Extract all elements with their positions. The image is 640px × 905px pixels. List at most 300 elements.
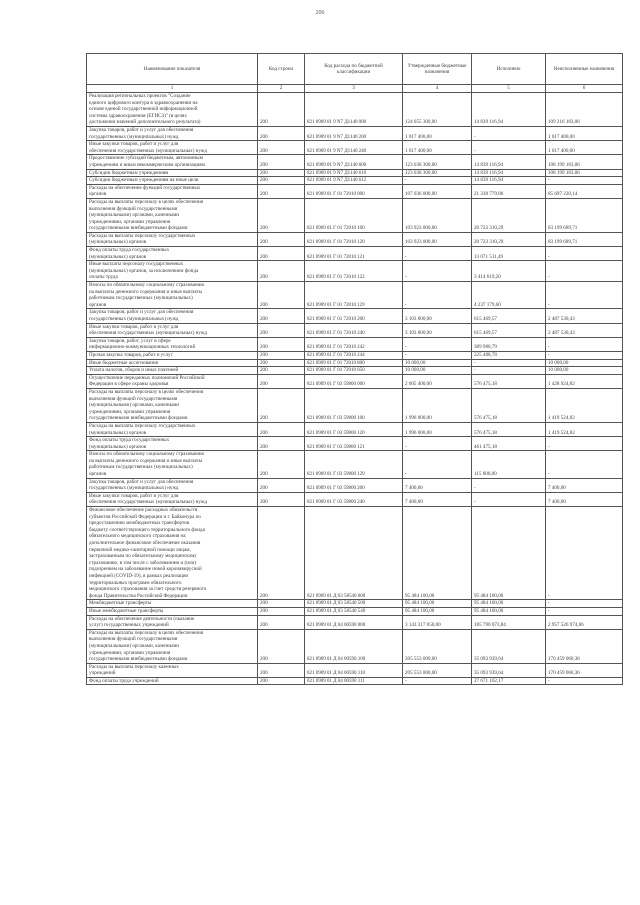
executed-amount-cell: 461 475,18 xyxy=(472,437,546,451)
indicator-name-line: Взносы по обязательному социальному страхованию xyxy=(89,451,205,458)
indicator-name-line: (муниципальных) органов, за исключением фонда xyxy=(89,267,199,274)
indicator-name-line: органов xyxy=(89,301,107,308)
approved-amount-cell: - xyxy=(403,351,472,359)
indicator-name-line: Расходы на выплаты персоналу государственных xyxy=(89,422,196,429)
indicator-name-cell xyxy=(87,607,258,615)
indicator-name-line: системы здравоохранения (ЕГИСЗ)" (в целях xyxy=(89,112,187,119)
column-number: 4 xyxy=(403,85,472,93)
approved-amount-cell: 1 017 400,00 xyxy=(403,126,472,140)
indicator-name-cell xyxy=(87,351,258,359)
indicator-name-cell xyxy=(87,282,258,309)
column-number: 5 xyxy=(472,85,546,93)
approved-amount-cell: - xyxy=(403,677,472,685)
line-code-cell: 200 xyxy=(258,247,305,261)
indicator-name-line: учреждений xyxy=(89,670,116,677)
executed-amount-cell: - xyxy=(472,126,546,140)
executed-amount-cell: 615 469,57 xyxy=(472,323,546,337)
remaining-amount-cell: - xyxy=(546,351,623,359)
line-code-cell: 200 xyxy=(258,169,305,177)
remaining-amount-cell: 83 199 689,71 xyxy=(546,198,623,232)
indicator-name-cell xyxy=(87,309,258,323)
executed-amount-cell: - xyxy=(472,492,546,506)
table-row xyxy=(87,93,623,127)
remaining-amount-cell: 108 199 183,06 xyxy=(546,155,623,169)
indicator-name-line: Расходы на обеспечение деятельности (оказание xyxy=(89,615,195,622)
table-row xyxy=(87,261,623,282)
indicator-name-line: застрахованным по обязательному медицинскому xyxy=(89,553,197,560)
table-row xyxy=(87,198,623,232)
executed-amount-cell: 13 071 511,49 xyxy=(472,247,546,261)
indicator-name-line: Реализация региональных проектов "Создание xyxy=(89,93,191,99)
indicator-name-line: обеспечения государственных (муниципальных) нужд xyxy=(89,330,207,337)
line-code-cell: 200 xyxy=(258,184,305,198)
indicator-name-line: Иные закупки товаров, работ и услуг для xyxy=(89,323,179,330)
indicator-name-line: выполнения функций государственными xyxy=(89,205,178,212)
table-row xyxy=(87,169,623,177)
indicator-name-cell xyxy=(87,478,258,492)
budget-classification-code-cell: 821 0909 01 9 N7 Д1140 200 xyxy=(305,126,403,140)
table-row xyxy=(87,600,623,608)
approved-amount-cell: 1 996 000,00 xyxy=(403,388,472,422)
indicator-name-line: (муниципальными) органами, казенными xyxy=(89,642,180,649)
approved-amount-cell: - xyxy=(403,282,472,309)
indicator-name-line: Фонд оплаты труда государственных xyxy=(89,247,170,254)
budget-classification-code-cell: 821 0909 01 Г 01 72010 240 xyxy=(305,323,403,337)
budget-classification-code-cell: 821 0909 01 Г 01 72010 850 xyxy=(305,367,403,375)
indicator-name-cell xyxy=(87,629,258,663)
budget-classification-code-cell: 821 0909 01 Г 03 59800 129 xyxy=(305,451,403,478)
remaining-amount-cell: 1 017 400,00 xyxy=(546,126,623,140)
line-code-cell: 200 xyxy=(258,507,305,600)
executed-amount-cell: 95 484 100,00 xyxy=(472,600,546,608)
indicator-name-line: на выплаты денежного содержания и иные выплаты xyxy=(89,288,203,295)
line-code-cell: 200 xyxy=(258,629,305,663)
budget-classification-code-cell: 821 0909 01 Г 01 72010 200 xyxy=(305,309,403,323)
budget-classification-code-cell: 821 0909 01 Д 04 00590 111 xyxy=(305,677,403,685)
table-row xyxy=(87,141,623,155)
budget-classification-code-cell: 821 0909 01 Д 03 58540 500 xyxy=(305,600,403,608)
executed-amount-cell: - xyxy=(472,478,546,492)
budget-classification-code-cell: 821 0909 01 Г 03 59800 200 xyxy=(305,478,403,492)
indicator-name-line: государственных (муниципальных) нужд xyxy=(89,485,179,492)
budget-classification-code-cell: 821 0909 01 Г 03 59800 120 xyxy=(305,422,403,436)
column-number: 3 xyxy=(305,85,403,93)
executed-amount-cell: 20 723 310,29 xyxy=(472,198,546,232)
executed-amount-cell: 225 488,78 xyxy=(472,351,546,359)
line-code-cell: 200 xyxy=(258,309,305,323)
executed-amount-cell: 389 980,79 xyxy=(472,337,546,351)
line-code-cell: 200 xyxy=(258,437,305,451)
line-code-cell: 200 xyxy=(258,663,305,677)
approved-amount-cell: 103 923 000,00 xyxy=(403,232,472,246)
indicator-name-cell xyxy=(87,422,258,436)
remaining-amount-cell: - xyxy=(546,177,623,185)
indicator-name-line: Межбюджетные трансферты xyxy=(89,600,152,607)
remaining-amount-cell: - xyxy=(546,677,623,685)
executed-amount-cell: 27 671 162,17 xyxy=(472,677,546,685)
indicator-name-cell xyxy=(87,261,258,282)
executed-amount-cell: 35 093 939,64 xyxy=(472,663,546,677)
header-name: Наименование показателя xyxy=(87,54,258,85)
budget-classification-code-cell: 821 0909 01 Г 01 72010 122 xyxy=(305,261,403,282)
line-code-cell: 200 xyxy=(258,93,305,127)
approved-amount-cell: 123 038 300,00 xyxy=(403,155,472,169)
indicator-name-line: обеспечения государственных (муниципальных) нужд xyxy=(89,499,207,506)
indicator-name-line: учреждениями, органами управления xyxy=(89,649,171,656)
approved-amount-cell: - xyxy=(403,437,472,451)
remaining-amount-cell: - xyxy=(546,337,623,351)
executed-amount-cell: - xyxy=(472,367,546,375)
executed-amount-cell: 615 469,57 xyxy=(472,309,546,323)
remaining-amount-cell: 2 487 530,43 xyxy=(546,323,623,337)
table-row xyxy=(87,663,623,677)
approved-amount-cell: - xyxy=(403,177,472,185)
table-row xyxy=(87,359,623,367)
line-code-cell: 200 xyxy=(258,323,305,337)
approved-amount-cell: 7 400,00 xyxy=(403,478,472,492)
approved-amount-cell: 205 553 000,00 xyxy=(403,663,472,677)
indicator-name-cell xyxy=(87,232,258,246)
budget-classification-code-cell: 821 0909 01 Д 03 58540 000 xyxy=(305,507,403,600)
indicator-name-line: первичной медико-санитарной помощи лицам, xyxy=(89,546,191,553)
remaining-amount-cell: 10 000,00 xyxy=(546,367,623,375)
header-line-code: Код строки xyxy=(258,54,305,85)
line-code-cell: 200 xyxy=(258,478,305,492)
approved-amount-cell: 95 484 100,00 xyxy=(403,507,472,600)
indicator-name-line: (муниципальных) органов xyxy=(89,429,147,436)
remaining-amount-cell: - xyxy=(546,600,623,608)
indicator-name-line: (муниципальных) органов xyxy=(89,443,147,450)
table-row xyxy=(87,388,623,422)
table-row xyxy=(87,126,623,140)
indicator-name-line: работникам государственных (муниципальных) xyxy=(89,464,193,471)
executed-amount-cell: 14 839 116,94 xyxy=(472,177,546,185)
approved-amount-cell: 107 036 000,00 xyxy=(403,184,472,198)
indicator-name-line: инфекцией (COVID-19), в рамках реализации xyxy=(89,572,189,579)
remaining-amount-cell: 2 487 530,43 xyxy=(546,309,623,323)
indicator-name-line: Расходы на выплаты персоналу в целях обеспечения xyxy=(89,198,204,205)
indicator-name-line: Предоставление субсидий бюджетным, автономным xyxy=(89,155,203,162)
executed-amount-cell: 14 839 116,94 xyxy=(472,155,546,169)
line-code-cell: 200 xyxy=(258,600,305,608)
indicator-name-cell xyxy=(87,492,258,506)
indicator-name-line: Расходы на выплаты персоналу государственных xyxy=(89,232,196,239)
remaining-amount-cell: - xyxy=(546,437,623,451)
line-code-cell: 200 xyxy=(258,198,305,232)
table-row xyxy=(87,337,623,351)
executed-amount-cell: 576 475,18 xyxy=(472,388,546,422)
line-code-cell: 200 xyxy=(258,388,305,422)
table-row xyxy=(87,507,623,600)
indicator-name-line: учреждениям и иным некоммерческим организациям xyxy=(89,161,205,168)
indicator-name-cell xyxy=(87,126,258,140)
remaining-amount-cell: - xyxy=(546,247,623,261)
indicator-name-line: работникам государственных (муниципальных) xyxy=(89,295,193,302)
remaining-amount-cell: 10 000,00 xyxy=(546,359,623,367)
indicator-name-line: оплаты труда xyxy=(89,274,118,281)
executed-amount-cell: 95 484 100,00 xyxy=(472,507,546,600)
approved-amount-cell: 3 103 000,00 xyxy=(403,323,472,337)
indicator-name-cell xyxy=(87,437,258,451)
indicator-name-cell xyxy=(87,374,258,388)
line-code-cell: 200 xyxy=(258,232,305,246)
line-code-cell: 200 xyxy=(258,615,305,629)
remaining-amount-cell: 1 017 400,00 xyxy=(546,141,623,155)
approved-amount-cell: 124 055 300,00 xyxy=(403,93,472,127)
indicator-name-line: (муниципальными) органами, казенными xyxy=(89,212,180,219)
budget-classification-code-cell: 821 0909 01 9 N7 Д1140 610 xyxy=(305,169,403,177)
line-code-cell: 200 xyxy=(258,126,305,140)
budget-classification-code-cell: 821 0909 01 9 N7 Д1140 612 xyxy=(305,177,403,185)
executed-amount-cell: 576 475,18 xyxy=(472,374,546,388)
indicator-name-line: Взносы по обязательному социальному страхованию xyxy=(89,282,205,289)
indicator-name-cell xyxy=(87,198,258,232)
approved-amount-cell: 205 553 000,00 xyxy=(403,629,472,663)
budget-classification-code-cell: 821 0909 01 Д 04 00590 100 xyxy=(305,629,403,663)
indicator-name-line: дополнительное финансовое обеспечение оказания xyxy=(89,540,201,546)
indicator-name-cell xyxy=(87,177,258,185)
indicator-name-line: Иные бюджетные ассигнования xyxy=(89,359,158,366)
table-row xyxy=(87,232,623,246)
budget-classification-code-cell: 821 0909 01 Г 01 72010 800 xyxy=(305,359,403,367)
table-row xyxy=(87,374,623,388)
indicator-name-line: Иные закупки товаров, работ и услуг для xyxy=(89,492,179,499)
indicator-name-line: государственных (муниципальных) нужд xyxy=(89,316,179,322)
budget-classification-code-cell: 821 0909 01 Г 01 72010 242 xyxy=(305,337,403,351)
approved-amount-cell: 95 484 100,00 xyxy=(403,600,472,608)
indicator-name-cell xyxy=(87,93,258,127)
remaining-amount-cell: 1 419 524,82 xyxy=(546,388,623,422)
indicator-name-line: Иные закупки товаров, работ и услуг для xyxy=(89,141,179,148)
column-number: 1 xyxy=(87,85,258,93)
page-number: 206 xyxy=(315,10,325,16)
table-row xyxy=(87,309,623,323)
indicator-name-line: органов xyxy=(89,191,107,198)
indicator-name-line: предоставлению межбюджетных трансфертов xyxy=(89,520,190,527)
indicator-name-cell xyxy=(87,184,258,198)
approved-amount-cell: - xyxy=(403,337,472,351)
remaining-amount-cell: 83 199 689,71 xyxy=(546,232,623,246)
table-row xyxy=(87,437,623,451)
header-executed: Исполнено xyxy=(472,54,546,85)
column-number: 6 xyxy=(546,85,623,93)
indicator-name-line: (муниципальных) органов xyxy=(89,253,147,260)
indicator-name-line: подозрением на заболевание новой коронавирусной xyxy=(89,566,202,573)
remaining-amount-cell: 7 400,00 xyxy=(546,478,623,492)
budget-classification-code-cell: 821 0909 01 Г 03 59800 100 xyxy=(305,388,403,422)
indicator-name-cell xyxy=(87,141,258,155)
indicator-name-line: учреждениями, органами управления xyxy=(89,218,171,225)
indicator-name-line: выполнения функций государственными xyxy=(89,395,178,402)
executed-amount-cell: 20 723 310,29 xyxy=(472,232,546,246)
indicator-name-cell xyxy=(87,169,258,177)
indicator-name-line: Закупка товаров, работ и услуг для обеспечения xyxy=(89,126,194,133)
indicator-name-line: Осуществление переданных полномочий Российской xyxy=(89,374,205,381)
indicator-name-line: Расходы на выплаты персоналу в целях обеспечения xyxy=(89,629,204,636)
line-code-cell: 200 xyxy=(258,177,305,185)
indicator-name-line: бюджету соответствующего территориального фонда xyxy=(89,526,205,533)
header-remaining: Неисполненные назначения xyxy=(546,54,623,85)
table-row xyxy=(87,629,623,663)
indicator-name-line: единого цифрового контура в здравоохранении на xyxy=(89,99,198,106)
indicator-name-line: Уплата налогов, сборов и иных платежей xyxy=(89,367,179,374)
line-code-cell: 200 xyxy=(258,422,305,436)
indicator-name-line: Субсидии бюджетным учреждениям xyxy=(89,169,169,176)
indicator-name-cell xyxy=(87,451,258,478)
executed-amount-cell: - xyxy=(472,141,546,155)
approved-amount-cell: - xyxy=(403,451,472,478)
indicator-name-line: Прочая закупка товаров, работ и услуг xyxy=(89,351,173,358)
remaining-amount-cell: - xyxy=(546,451,623,478)
header-row xyxy=(87,54,623,85)
line-code-cell: 200 xyxy=(258,261,305,282)
remaining-amount-cell: 170 459 060,36 xyxy=(546,629,623,663)
line-code-cell: 200 xyxy=(258,451,305,478)
indicator-name-line: территориальных программ обязательного xyxy=(89,579,182,586)
budget-classification-code-cell: 821 0909 01 9 N7 Д1140 240 xyxy=(305,141,403,155)
indicator-name-line: обязательного медицинского страхования на xyxy=(89,533,186,540)
indicator-name-line: информационно-коммуникационных технологий xyxy=(89,344,196,351)
indicator-name-cell xyxy=(87,507,258,600)
line-code-cell: 200 xyxy=(258,359,305,367)
budget-classification-code-cell: 821 0909 01 9 N7 Д1140 600 xyxy=(305,155,403,169)
indicator-name-line: Иные выплаты персоналу государственных xyxy=(89,261,184,268)
table-row xyxy=(87,422,623,436)
executed-amount-cell: 35 093 939,64 xyxy=(472,629,546,663)
indicator-name-cell xyxy=(87,359,258,367)
budget-classification-code-cell: 821 0909 01 Д 04 00590 110 xyxy=(305,663,403,677)
indicator-name-line: фонда Правительства Российской Федерации xyxy=(89,592,188,599)
indicator-name-line: основе единой государственной информационной xyxy=(89,106,198,113)
remaining-amount-cell: 1 428 924,82 xyxy=(546,374,623,388)
line-code-cell: 200 xyxy=(258,492,305,506)
remaining-amount-cell: 108 199 183,06 xyxy=(546,169,623,177)
table-row xyxy=(87,184,623,198)
budget-classification-code-cell: 821 0909 01 Г 03 59800 240 xyxy=(305,492,403,506)
indicator-name-line: Закупка товаров, работ, услуг в сфере xyxy=(89,337,171,344)
approved-amount-cell: 123 038 300,00 xyxy=(403,169,472,177)
remaining-amount-cell: 85 697 220,14 xyxy=(546,184,623,198)
approved-amount-cell: 3 143 317 050,00 xyxy=(403,615,472,629)
approved-amount-cell: - xyxy=(403,261,472,282)
indicator-name-cell xyxy=(87,388,258,422)
indicator-name-line: Финансовое обеспечение расходных обязательств xyxy=(89,507,198,514)
indicator-name-line: на выплаты денежного содержания и иные выплаты xyxy=(89,457,203,464)
indicator-name-cell xyxy=(87,367,258,375)
budget-classification-code-cell: 821 0909 01 Г 01 72010 000 xyxy=(305,184,403,198)
table-body xyxy=(87,93,623,685)
indicator-name-line: Расходы на выплаты персоналу в целях обеспечения xyxy=(89,388,204,395)
budget-classification-code-cell: 821 0909 01 Г 03 59800 121 xyxy=(305,437,403,451)
executed-amount-cell: 4 237 179,60 xyxy=(472,282,546,309)
indicator-name-line: Фонд оплаты труда государственных xyxy=(89,437,170,444)
indicator-name-line: достижения значений дополнительного результата) xyxy=(89,119,201,126)
indicator-name-line: государственными внебюджетными фондами xyxy=(89,225,188,232)
executed-amount-cell: 185 790 073,84 xyxy=(472,615,546,629)
indicator-name-cell xyxy=(87,615,258,629)
approved-amount-cell: 3 103 000,00 xyxy=(403,309,472,323)
line-code-cell: 200 xyxy=(258,337,305,351)
remaining-amount-cell: 170 459 060,36 xyxy=(546,663,623,677)
indicator-name-line: учреждениями, органами управления xyxy=(89,408,171,415)
indicator-name-line: Закупка товаров, работ и услуг для обеспечения xyxy=(89,478,194,485)
remaining-amount-cell: 7 400,00 xyxy=(546,492,623,506)
indicator-name-line: Иные межбюджетные трансферты xyxy=(89,607,164,614)
table-row xyxy=(87,677,623,685)
remaining-amount-cell: - xyxy=(546,282,623,309)
line-code-cell: 200 xyxy=(258,607,305,615)
budget-classification-code-cell: 821 0909 01 9 N7 Д1140 000 xyxy=(305,93,403,127)
approved-amount-cell: 10 000,00 xyxy=(403,359,472,367)
indicator-name-line: Субсидии бюджетным учреждениям на иные цели xyxy=(89,177,199,184)
table-row xyxy=(87,351,623,359)
line-code-cell: 200 xyxy=(258,367,305,375)
indicator-name-line: медицинского страхования за счет средств резервного xyxy=(89,586,207,593)
column-number-row xyxy=(87,85,623,93)
line-code-cell: 200 xyxy=(258,677,305,685)
line-code-cell: 200 xyxy=(258,141,305,155)
table-row xyxy=(87,177,623,185)
indicator-name-line: органов xyxy=(89,471,107,478)
indicator-name-line: субъектов Российской Федерации и г. Байконура по xyxy=(89,513,201,520)
indicator-name-line: Расходы на обеспечение функций государственных xyxy=(89,184,201,191)
table-row xyxy=(87,607,623,615)
approved-amount-cell: 103 923 000,00 xyxy=(403,198,472,232)
indicator-name-line: государственными внебюджетными фондами xyxy=(89,415,188,422)
executed-amount-cell: 14 839 116,94 xyxy=(472,93,546,127)
approved-amount-cell: 95 484 100,00 xyxy=(403,607,472,615)
executed-amount-cell: 115 000,00 xyxy=(472,451,546,478)
table-row xyxy=(87,478,623,492)
executed-amount-cell: 14 839 116,94 xyxy=(472,169,546,177)
remaining-amount-cell: 109 216 183,06 xyxy=(546,93,623,127)
approved-amount-cell: 1 017 400,00 xyxy=(403,141,472,155)
table-row xyxy=(87,155,623,169)
table-row xyxy=(87,615,623,629)
indicator-name-line: государственными внебюджетными фондами xyxy=(89,656,188,663)
line-code-cell: 200 xyxy=(258,282,305,309)
indicator-name-line: (муниципальных) органов xyxy=(89,239,147,246)
remaining-amount-cell: - xyxy=(546,507,623,600)
header-approved: Утвержденные бюджетные назначения xyxy=(403,54,472,85)
executed-amount-cell: 95 484 100,00 xyxy=(472,607,546,615)
remaining-amount-cell: 2 957 526 974,66 xyxy=(546,615,623,629)
approved-amount-cell: 7 400,00 xyxy=(403,492,472,506)
budget-classification-code-cell: 821 0909 01 Г 01 72010 100 xyxy=(305,198,403,232)
table-row xyxy=(87,247,623,261)
indicator-name-cell xyxy=(87,600,258,608)
indicator-name-line: страхованию, в том числе с заболеванием и (или) xyxy=(89,559,196,566)
indicator-name-line: выполнения функций государственными xyxy=(89,636,178,643)
indicator-name-line: Федерации в сфере охраны здоровья xyxy=(89,381,169,388)
approved-amount-cell: 10 000,00 xyxy=(403,367,472,375)
budget-execution-table xyxy=(86,53,623,685)
remaining-amount-cell: - xyxy=(546,261,623,282)
table-row xyxy=(87,451,623,478)
budget-classification-code-cell: 821 0909 01 Г 01 72010 121 xyxy=(305,247,403,261)
line-code-cell: 200 xyxy=(258,374,305,388)
indicator-name-line: услуг) государственных учреждений xyxy=(89,622,169,629)
budget-classification-code-cell: 821 0909 01 Г 01 72010 244 xyxy=(305,351,403,359)
indicator-name-cell xyxy=(87,663,258,677)
remaining-amount-cell: - xyxy=(546,607,623,615)
indicator-name-cell xyxy=(87,677,258,685)
remaining-amount-cell: 1 419 524,82 xyxy=(546,422,623,436)
approved-amount-cell: - xyxy=(403,247,472,261)
indicator-name-line: государственных (муниципальных) нужд xyxy=(89,133,179,140)
indicator-name-cell xyxy=(87,247,258,261)
budget-classification-code-cell: 821 0909 01 Г 03 59800 000 xyxy=(305,374,403,388)
